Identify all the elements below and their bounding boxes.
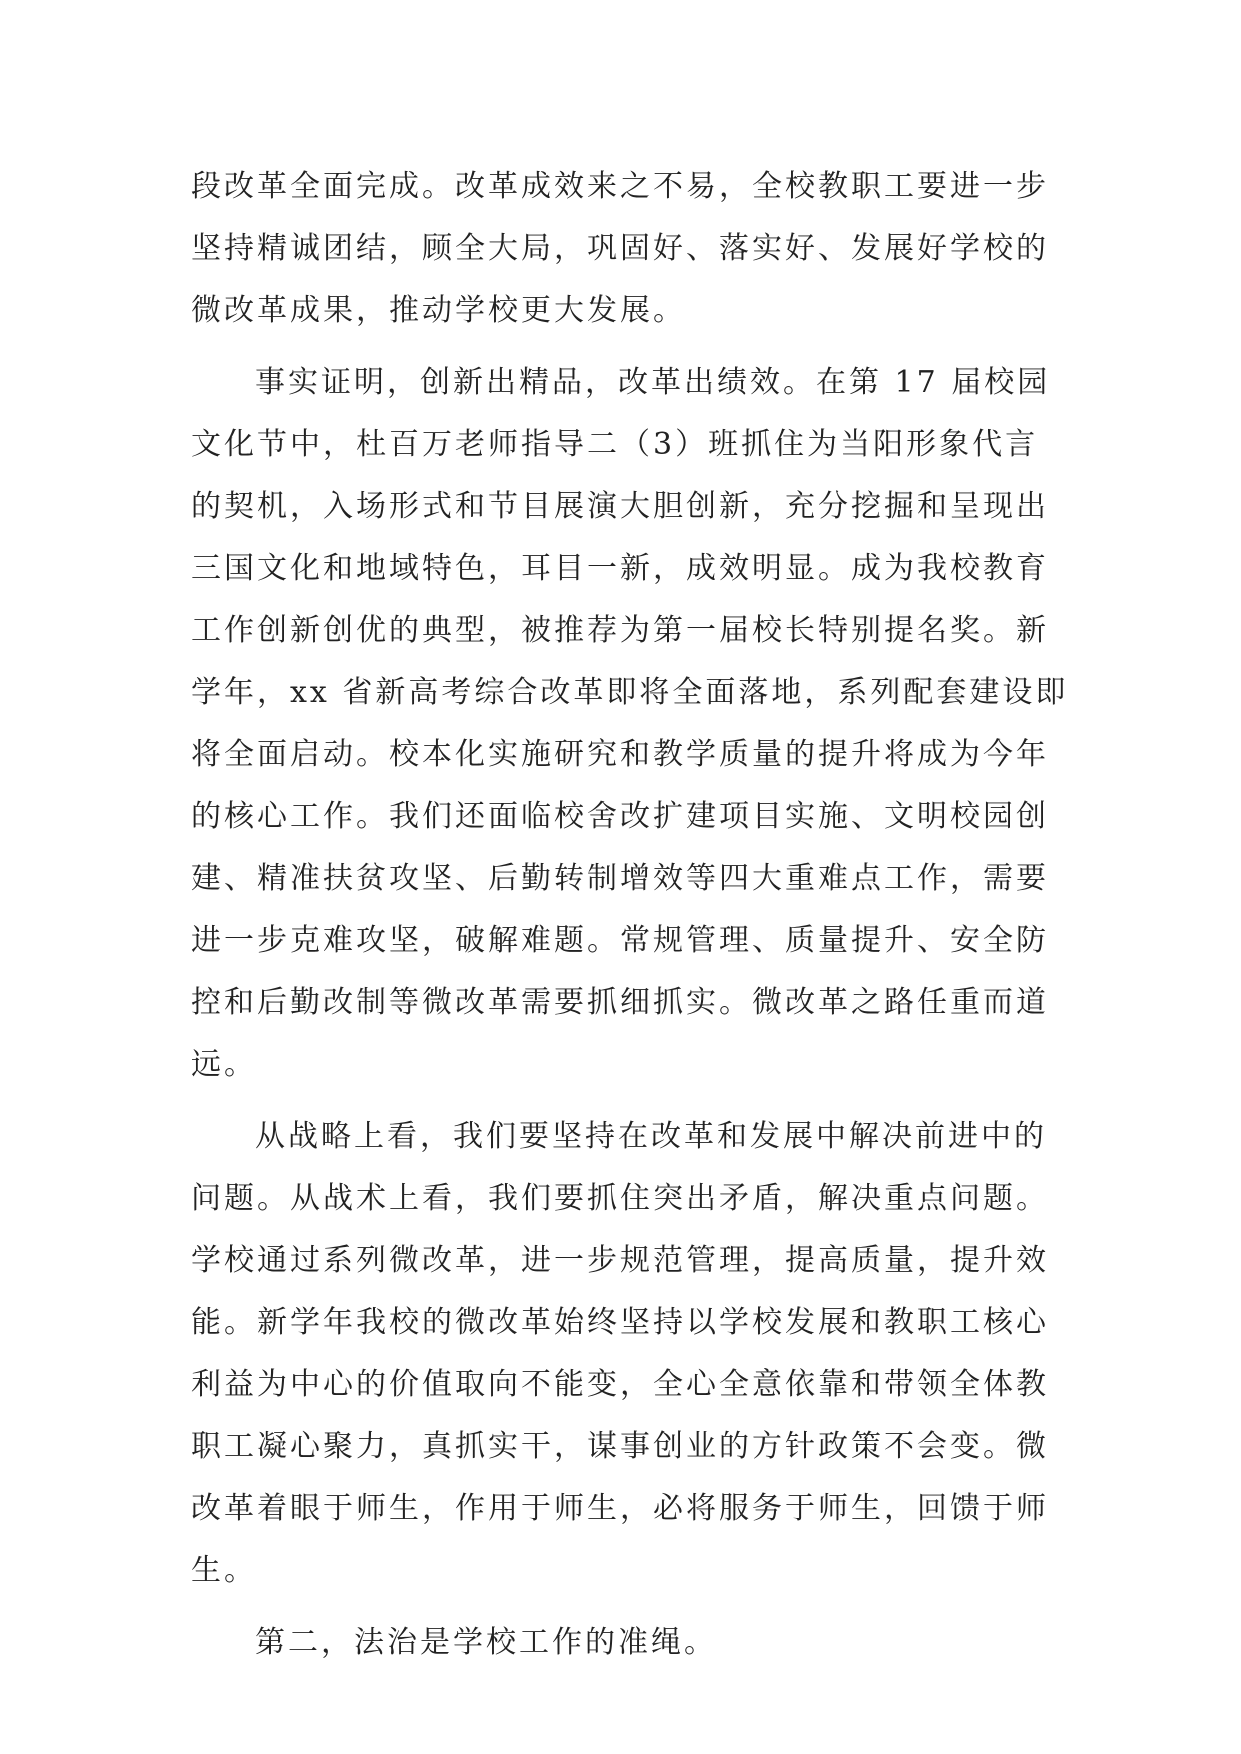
text-line: 微改革成果，推动学校更大发展。 xyxy=(191,293,686,328)
text-line: 建、精准扶贫攻坚、后勤转制增效等四大重难点工作，需要 xyxy=(191,861,1049,896)
text-line: 改革着眼于师生，作用于师生，必将服务于师生，回馈于师 xyxy=(191,1491,1049,1526)
text-line: 工作创新创优的典型，被推荐为第一届校长特别提名奖。新 xyxy=(191,613,1049,648)
paragraph xyxy=(191,352,1071,1096)
body-text xyxy=(191,156,1071,1674)
text-line: 文化节中，杜百万老师指导二（3）班抓住为当阳形象代言 xyxy=(191,427,1039,462)
text-line: 生。 xyxy=(191,1553,257,1588)
text-line: 将全面启动。校本化实施研究和教学质量的提升将成为今年 xyxy=(191,737,1049,772)
text-line: 进一步克难攻坚，破解难题。常规管理、质量提升、安全防 xyxy=(191,923,1049,958)
text-line: 利益为中心的价值取向不能变，全心全意依靠和带领全体教 xyxy=(191,1367,1049,1402)
text-line: 远。 xyxy=(191,1047,257,1082)
paragraph xyxy=(191,1106,1071,1602)
text-line: 的核心工作。我们还面临校舍改扩建项目实施、文明校园创 xyxy=(191,799,1049,834)
text-line: 段改革全面完成。改革成效来之不易，全校教职工要进一步 xyxy=(191,169,1049,204)
paragraph xyxy=(191,1612,1071,1674)
text-line: 职工凝心聚力，真抓实干，谋事创业的方针政策不会变。微 xyxy=(191,1429,1049,1464)
text-line: 控和后勤改制等微改革需要抓细抓实。微改革之路任重而道 xyxy=(191,985,1049,1020)
text-line: 能。新学年我校的微改革始终坚持以学校发展和教职工核心 xyxy=(191,1305,1049,1340)
text-line: 坚持精诚团结，顾全大局，巩固好、落实好、发展好学校的 xyxy=(191,231,1049,266)
text-line: 的契机，入场形式和节目展演大胆创新，充分挖掘和呈现出 xyxy=(191,489,1049,524)
text-line: 学校通过系列微改革，进一步规范管理，提高质量，提升效 xyxy=(191,1243,1049,1278)
text-line: 三国文化和地域特色，耳目一新，成效明显。成为我校教育 xyxy=(191,551,1049,586)
text-line: 学年，xx 省新高考综合改革即将全面落地，系列配套建设即 xyxy=(191,675,1069,710)
text-line: 问题。从战术上看，我们要抓住突出矛盾，解决重点问题。 xyxy=(191,1181,1049,1216)
text-line: 事实证明，创新出精品，改革出绩效。在第 17 届校园 xyxy=(255,365,1051,400)
text-line: 从战略上看，我们要坚持在改革和发展中解决前进中的 xyxy=(255,1119,1047,1154)
text-line: 第二，法治是学校工作的准绳。 xyxy=(255,1625,717,1660)
paragraph xyxy=(191,156,1071,342)
